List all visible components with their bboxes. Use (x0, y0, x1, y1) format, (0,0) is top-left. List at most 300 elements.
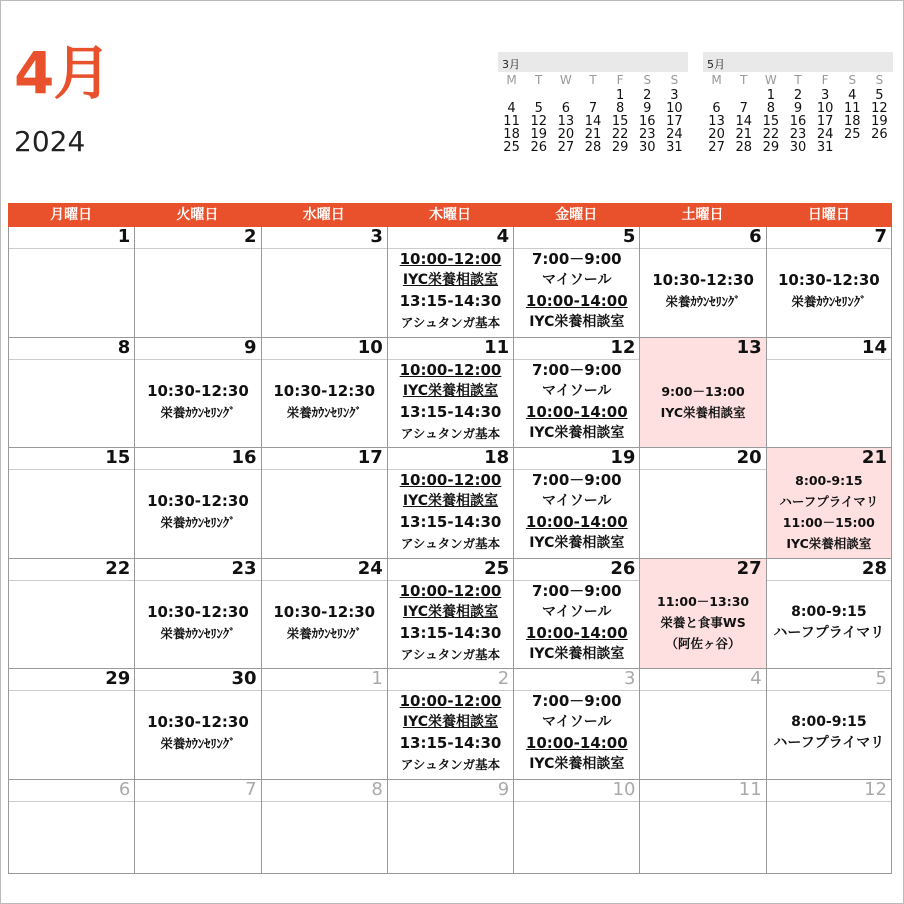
day-divider (9, 580, 134, 581)
day-events (767, 470, 891, 554)
mini-calendar-day: 15 (611, 114, 629, 129)
mini-calendar-day: 13 (708, 114, 725, 129)
day-divider (135, 359, 260, 360)
event-line: 10:00-14:00 (525, 623, 628, 642)
week-row (8, 227, 892, 338)
day-events (135, 249, 260, 333)
day-divider (767, 359, 891, 360)
day-cell[interactable] (513, 559, 639, 669)
mini-calendar-day: 25 (844, 127, 861, 142)
mini-calendar-weekday: S (848, 73, 857, 87)
day-number: 28 (861, 557, 887, 579)
day-divider (135, 801, 260, 802)
day-cell[interactable] (134, 448, 260, 558)
year-label: 2024 (14, 125, 86, 158)
mini-calendar-weekday: W (559, 73, 572, 87)
event-line: 8:00-9:15 (791, 714, 867, 730)
day-number: 11 (484, 336, 510, 358)
event-line: 栄養と食事WS (660, 615, 746, 630)
mini-calendar-label: 5月 (703, 52, 893, 72)
day-divider (262, 690, 387, 691)
mini-calendar-day: 2 (793, 88, 803, 103)
event-line: IYC栄養相談室 (529, 645, 625, 662)
mini-calendar-day: 10 (666, 101, 683, 116)
event-line: 10:30-12:30 (147, 602, 249, 621)
weekday-header-row (8, 203, 892, 227)
day-divider (640, 359, 765, 360)
day-cell[interactable] (766, 780, 892, 873)
day-events (640, 691, 765, 775)
day-divider (9, 801, 134, 802)
mini-calendar-day: 14 (584, 114, 602, 129)
day-cell[interactable] (8, 227, 134, 337)
day-number: 23 (231, 557, 257, 579)
day-events (9, 249, 134, 333)
day-number: 8 (117, 336, 131, 358)
mini-calendar-weekday: M (711, 73, 722, 87)
event-line: 13:15-14:30 (399, 623, 502, 642)
day-events (135, 581, 260, 665)
day-divider (135, 469, 260, 470)
event-line: 10:30-12:30 (777, 271, 880, 289)
day-events (9, 691, 134, 775)
mini-calendar-weekday: S (875, 73, 884, 87)
day-events (388, 470, 513, 554)
day-cell[interactable] (513, 448, 639, 558)
mini-calendar-day: 24 (666, 127, 683, 142)
day-divider (9, 690, 134, 691)
day-divider (514, 690, 639, 691)
day-cell[interactable] (8, 448, 134, 558)
event-line: 13:15-14:30 (399, 402, 502, 421)
month-grid (8, 203, 892, 874)
day-divider (640, 801, 765, 802)
day-events (388, 581, 513, 665)
day-divider (640, 580, 765, 581)
weekday-header: 火曜日 (176, 207, 219, 223)
day-number: 2 (244, 226, 257, 247)
mini-calendar-day: 20 (708, 127, 725, 142)
day-events (9, 581, 134, 665)
day-divider (514, 580, 639, 581)
day-number: 14 (861, 336, 887, 358)
mini-calendar-day (866, 141, 893, 154)
mini-calendar-day: 18 (503, 127, 520, 142)
day-divider (9, 359, 134, 360)
mini-calendar-day: 25 (503, 140, 520, 155)
event-line: 8:00-9:15 (791, 603, 867, 620)
day-cell[interactable] (513, 669, 639, 779)
day-events (514, 249, 639, 333)
day-cell[interactable] (387, 669, 513, 779)
mini-calendar-day: 30 (789, 140, 807, 155)
mini-calendar-day: 29 (762, 140, 780, 155)
day-cell[interactable] (639, 227, 765, 337)
event-line: 10:00-14:00 (525, 513, 628, 531)
event-line: IYC栄養相談室 (402, 603, 499, 620)
day-events (640, 802, 765, 870)
day-divider (514, 801, 639, 802)
event-line: 10:30-12:30 (273, 381, 376, 400)
mini-calendar-day: 7 (739, 101, 748, 116)
mini-calendar-weekday: W (764, 73, 777, 87)
day-cell[interactable] (134, 338, 260, 448)
mini-calendar-day: 28 (735, 140, 752, 155)
day-number: 18 (484, 447, 510, 468)
day-cell[interactable] (261, 448, 387, 558)
mini-calendar-day: 13 (557, 114, 575, 129)
event-line: 栄養ｶｳﾝｾﾘﾝｸﾞ (791, 294, 867, 309)
day-cell[interactable] (261, 338, 387, 448)
mini-calendar-weekday: S (670, 73, 679, 87)
event-line: 栄養ｶｳﾝｾﾘﾝｸﾞ (665, 294, 741, 309)
mini-calendar-day: 19 (530, 127, 547, 142)
event-line: IYC栄養相談室 (660, 404, 746, 420)
day-cell[interactable] (134, 780, 260, 873)
event-line: 7:00－9:00 (531, 360, 622, 379)
mini-calendar-day (839, 141, 866, 154)
weekday-header: 日曜日 (807, 207, 850, 223)
day-events (135, 470, 260, 554)
event-line: 栄養ｶｳﾝｾﾘﾝｸﾞ (160, 736, 236, 751)
mini-calendar-weekday: T (589, 73, 597, 87)
day-number: 4 (496, 226, 510, 247)
day-divider (514, 248, 639, 249)
mini-calendar-weekday-row (498, 74, 688, 87)
mini-calendar-weekday: T (535, 73, 543, 87)
mini-calendar-day: 16 (789, 114, 807, 129)
mini-calendar-day: 26 (530, 140, 547, 155)
event-line: 13:15-14:30 (399, 292, 502, 310)
day-events (262, 802, 387, 870)
day-cell[interactable] (513, 780, 639, 873)
day-cell[interactable] (261, 669, 387, 779)
day-number: 26 (610, 557, 636, 579)
day-events (767, 691, 891, 775)
day-events (388, 360, 513, 444)
event-line: 10:00-12:00 (399, 692, 502, 710)
day-number: 20 (736, 447, 762, 468)
day-events (9, 802, 134, 870)
event-line: マイソール (542, 714, 612, 730)
event-line: 10:30-12:30 (273, 602, 376, 621)
day-number: 5 (622, 226, 636, 247)
mini-calendar-day: 31 (816, 140, 834, 155)
mini-calendar-weekday: T (794, 73, 802, 87)
day-cell[interactable] (639, 559, 765, 669)
weekday-header: 水曜日 (302, 207, 345, 223)
mini-calendar-label: 3月 (498, 52, 688, 72)
event-line: IYC栄養相談室 (529, 535, 625, 551)
day-divider (135, 690, 260, 691)
event-line: 9:00－13:00 (661, 383, 745, 399)
day-number: 12 (864, 778, 887, 800)
mini-calendar-day: 1 (615, 88, 625, 103)
day-cell[interactable] (387, 448, 513, 558)
day-divider (514, 469, 639, 470)
day-divider (135, 580, 260, 581)
mini-calendar-day: 20 (557, 127, 575, 142)
day-number: 27 (736, 557, 762, 579)
day-cell[interactable] (387, 227, 513, 337)
day-divider (640, 248, 765, 249)
mini-calendar-day: 22 (611, 127, 629, 142)
mini-calendar-weekday-row (703, 74, 893, 87)
mini-calendar-day: 28 (584, 140, 602, 155)
mini-calendar-day: 3 (670, 88, 679, 103)
mini-calendar-weekday: F (821, 73, 829, 87)
day-number: 19 (610, 447, 636, 468)
day-events (514, 470, 639, 554)
day-cell[interactable] (639, 780, 765, 873)
event-line: 7:00－9:00 (531, 250, 622, 268)
day-divider (640, 469, 765, 470)
mini-calendar-day: 2 (643, 88, 652, 103)
day-divider (135, 248, 260, 249)
mini-calendar-day: 23 (639, 127, 656, 142)
mini-calendar-day: 8 (766, 101, 775, 116)
event-line: 11:00－15:00 (782, 515, 875, 530)
mini-calendar-weekday: T (740, 73, 748, 87)
mini-calendar-day: 12 (530, 114, 547, 129)
day-number: 4 (750, 668, 762, 689)
mini-calendar-day: 18 (844, 114, 861, 129)
mini-calendar-day: 22 (762, 127, 780, 142)
event-line: IYC栄養相談室 (786, 536, 872, 551)
day-events (262, 470, 387, 554)
day-events (767, 249, 891, 333)
day-cell[interactable] (766, 669, 892, 779)
day-cell[interactable] (639, 669, 765, 779)
mini-calendar-next-month (703, 52, 893, 154)
mini-calendar-day: 11 (844, 101, 861, 116)
day-number: 10 (357, 336, 383, 358)
day-number: 8 (371, 778, 383, 800)
mini-calendar-day: 16 (639, 114, 656, 129)
day-cell[interactable] (766, 338, 892, 448)
event-line: マイソール (542, 493, 612, 509)
day-events (9, 360, 134, 444)
day-events (514, 691, 639, 775)
day-cell[interactable] (766, 227, 892, 337)
event-line: 10:30-12:30 (147, 381, 249, 400)
day-divider (388, 580, 513, 581)
day-cell[interactable] (134, 669, 260, 779)
day-cell[interactable] (639, 338, 765, 448)
day-cell[interactable] (8, 559, 134, 669)
event-line: 7:00－9:00 (531, 692, 622, 710)
event-line: 7:00－9:00 (531, 581, 622, 600)
event-line: 10:00-12:00 (399, 360, 502, 379)
day-divider (388, 690, 513, 691)
mini-calendar-day: 29 (611, 140, 629, 155)
event-line: アシュタンガ基本 (400, 646, 501, 662)
event-line: 栄養ｶｳﾝｾﾘﾝｸﾞ (286, 404, 362, 420)
day-events (767, 802, 891, 870)
day-number: 3 (370, 226, 383, 247)
event-line: マイソール (542, 603, 612, 620)
day-events (135, 802, 260, 870)
mini-calendar-day: 8 (615, 101, 625, 116)
day-divider (767, 801, 891, 802)
mini-calendar-day: 12 (871, 101, 888, 116)
day-number: 1 (371, 668, 383, 689)
day-cell[interactable] (766, 448, 892, 558)
day-events (9, 470, 134, 554)
event-line: 栄養ｶｳﾝｾﾘﾝｸﾞ (160, 515, 236, 530)
event-line: マイソール (542, 272, 612, 288)
week-row (8, 669, 892, 780)
event-line: IYC栄養相談室 (529, 756, 625, 772)
weekday-header: 木曜日 (428, 207, 471, 223)
event-line: 10:00-12:00 (399, 581, 502, 600)
mini-calendar-day: 4 (848, 88, 857, 103)
day-number: 7 (874, 226, 887, 247)
day-divider (767, 690, 891, 691)
event-line: アシュタンガ基本 (400, 757, 501, 772)
mini-calendar-day: 24 (816, 127, 834, 142)
mini-calendar-day: 23 (789, 127, 807, 142)
day-cell[interactable] (8, 669, 134, 779)
day-cell[interactable] (8, 338, 134, 448)
day-divider (388, 359, 513, 360)
day-divider (767, 248, 891, 249)
mini-calendar-day: 6 (561, 101, 570, 116)
mini-calendar-day: 26 (871, 127, 888, 142)
mini-calendar-day: 9 (643, 101, 652, 116)
mini-calendar-week (498, 141, 688, 154)
mini-calendar-day: 17 (816, 114, 834, 129)
event-line: IYC栄養相談室 (529, 314, 625, 330)
event-line: ハーフプライマリ (773, 624, 885, 641)
day-events (514, 360, 639, 444)
day-events (640, 249, 765, 333)
day-number: 9 (497, 778, 510, 800)
mini-calendar-day: 5 (875, 88, 884, 103)
day-cell[interactable] (387, 338, 513, 448)
day-number: 9 (244, 336, 257, 358)
day-events (640, 360, 765, 444)
day-divider (262, 580, 387, 581)
mini-calendar-day: 1 (766, 88, 775, 103)
day-number: 12 (610, 336, 636, 358)
mini-calendar-day: 27 (557, 140, 575, 155)
day-cell[interactable] (387, 780, 513, 873)
event-line: 13:15-14:30 (399, 513, 502, 531)
day-divider (767, 580, 891, 581)
day-number: 25 (484, 557, 510, 579)
day-number: 29 (105, 668, 131, 689)
mini-calendar-week (703, 141, 893, 154)
day-cell[interactable] (8, 780, 134, 873)
day-number: 22 (105, 557, 131, 579)
event-line: IYC栄養相談室 (402, 382, 499, 399)
day-divider (262, 248, 387, 249)
day-events (388, 691, 513, 775)
day-number: 10 (612, 778, 636, 800)
mini-calendar-day: 5 (534, 101, 543, 116)
day-events (135, 360, 260, 444)
day-cell[interactable] (639, 448, 765, 558)
day-events (262, 691, 387, 775)
event-line: 10:00-14:00 (525, 292, 628, 310)
day-cell[interactable] (766, 559, 892, 669)
event-line: 11:00－13:30 (657, 594, 750, 609)
event-line: ハーフプライマリ (773, 735, 885, 751)
day-number: 6 (749, 226, 762, 247)
event-line: アシュタンガ基本 (400, 315, 501, 330)
event-line: 10:00-14:00 (525, 402, 628, 421)
mini-calendar-weekday: F (616, 73, 624, 87)
day-number: 2 (497, 668, 510, 689)
event-line: アシュタンガ基本 (400, 536, 501, 551)
day-divider (9, 469, 134, 470)
event-line: IYC栄養相談室 (402, 714, 499, 730)
day-divider (388, 248, 513, 249)
day-cell[interactable] (261, 227, 387, 337)
day-number: 5 (875, 668, 887, 689)
week-row (8, 780, 892, 874)
day-events (514, 581, 639, 665)
day-events (767, 581, 891, 665)
mini-calendar-day: 19 (871, 114, 888, 129)
day-divider (9, 248, 134, 249)
day-cell[interactable] (261, 780, 387, 873)
mini-calendar-day: 14 (735, 114, 752, 129)
mini-calendar-day: 27 (708, 140, 725, 155)
event-line: 10:30-12:30 (652, 271, 754, 289)
week-row (8, 448, 892, 559)
day-events (262, 360, 387, 444)
weekday-header: 土曜日 (681, 207, 724, 223)
week-row (8, 338, 892, 449)
day-cell[interactable] (134, 559, 260, 669)
event-line: 8:00-9:15 (795, 473, 863, 488)
day-divider (767, 469, 891, 470)
day-cell[interactable] (261, 559, 387, 669)
mini-calendar-day: 31 (666, 140, 683, 155)
day-divider (388, 469, 513, 470)
day-events (514, 802, 639, 870)
event-line: 13:15-14:30 (399, 734, 502, 752)
day-cell[interactable] (387, 559, 513, 669)
event-line: 10:00-14:00 (525, 734, 628, 752)
mini-calendar-day: 4 (507, 101, 516, 116)
day-cell[interactable] (513, 227, 639, 337)
mini-calendar-day: 15 (762, 114, 780, 129)
mini-calendar-day: 3 (820, 88, 830, 103)
mini-calendar-prev-month (498, 52, 688, 154)
event-line: 栄養ｶｳﾝｾﾘﾝｸﾞ (160, 625, 236, 641)
day-number: 21 (861, 447, 887, 468)
day-divider (388, 801, 513, 802)
mini-calendar-weekday: S (643, 73, 652, 87)
day-cell[interactable] (134, 227, 260, 337)
day-events (640, 470, 765, 554)
mini-calendar-weekday: M (506, 73, 517, 87)
day-cell[interactable] (513, 338, 639, 448)
mini-calendar-day: 17 (666, 114, 683, 129)
weekday-header: 金曜日 (555, 207, 598, 223)
day-number: 7 (245, 778, 257, 800)
day-events (388, 802, 513, 870)
event-line: IYC栄養相談室 (402, 272, 499, 288)
day-divider (640, 690, 765, 691)
day-divider (262, 801, 387, 802)
day-events (262, 249, 387, 333)
event-line: アシュタンガ基本 (400, 425, 501, 441)
day-number: 13 (736, 336, 762, 358)
